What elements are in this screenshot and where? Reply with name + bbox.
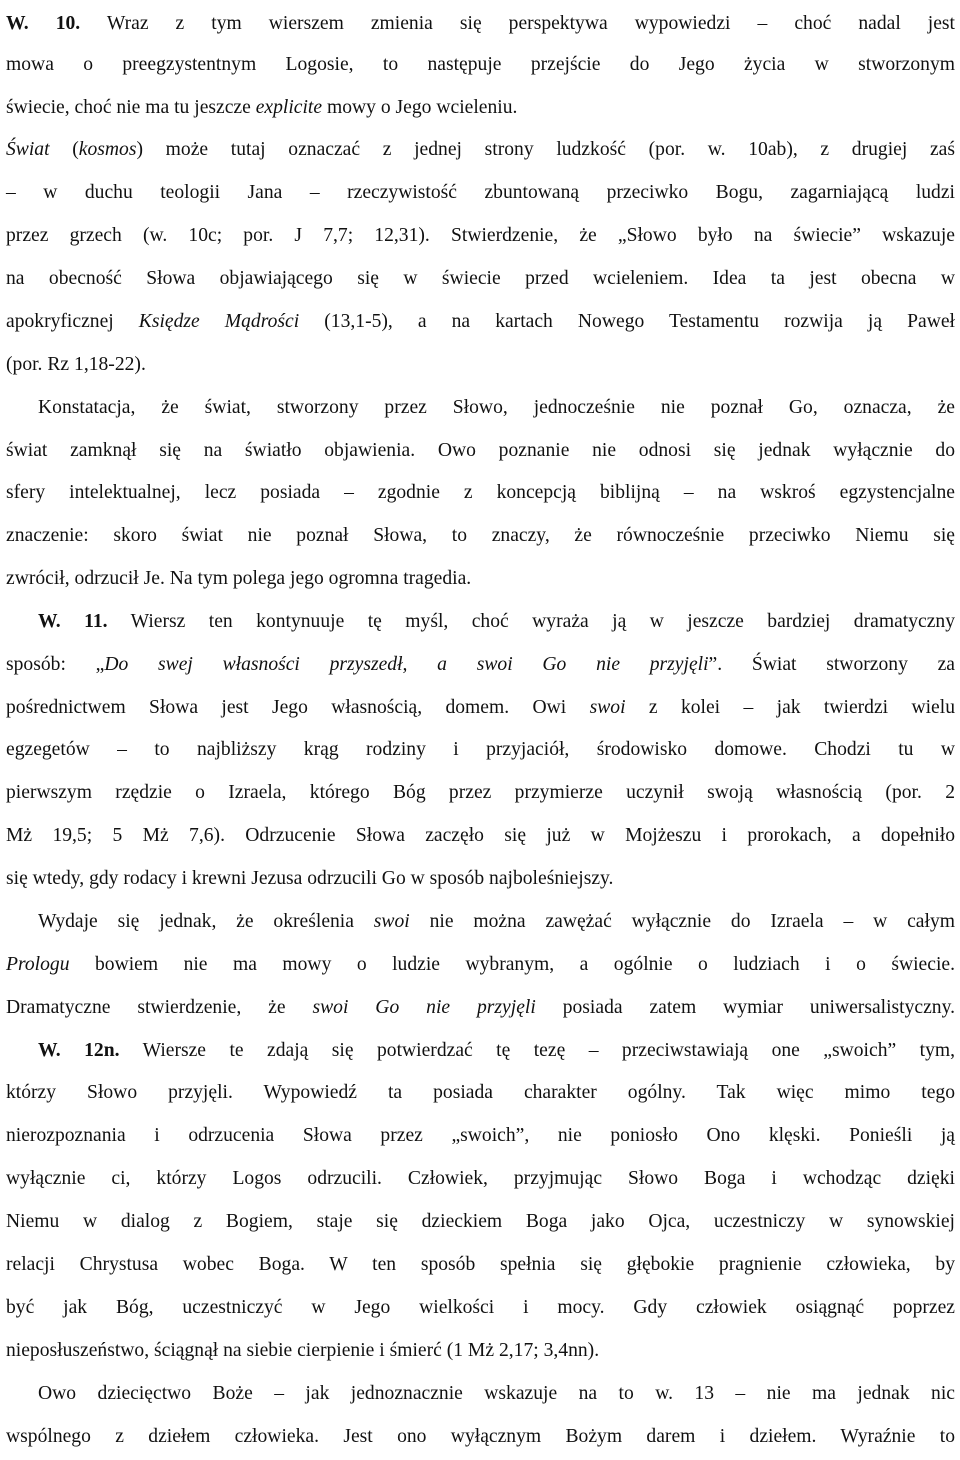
text-span: sposób: „ [6, 654, 105, 675]
text-line [6, 1071, 955, 1115]
text-span: przez grzech (w. 10c; por. J 7,7; 12,31). Stwierdzenie, że „Słowo było na świecie” wskazuje [6, 225, 955, 246]
text-span: Owo dziecięctwo Boże – jak jednoznacznie wskazuje na to w. 13 – nie ma jednak nic [38, 1383, 955, 1404]
verse-label: W. 12n. [38, 1040, 120, 1061]
text-span: posiada zatem wymiar uniwersalistyczny. [535, 997, 956, 1018]
text-line [6, 257, 955, 301]
text-span: z kolei – jak twierdzi wielu [625, 697, 955, 718]
text-span: (por. Rz 1,18-22). [6, 354, 146, 375]
text-line [6, 771, 955, 815]
text-line [6, 1114, 955, 1158]
verse-label: W. 11. [38, 611, 108, 632]
text-line [38, 1372, 955, 1416]
text-span: znaczenie: skoro świat nie poznał Słowa, to znaczy, że równocześnie przeciwko Niemu się [6, 525, 955, 546]
italic-text: Świat [6, 139, 50, 160]
text-line [6, 1243, 955, 1287]
italic-text: explicite [255, 97, 323, 118]
text-line [6, 429, 955, 473]
text-span: egzegetów – to najbliższy krąg rodziny i przyjaciół, środowisko domowe. Chodzi tu w [6, 739, 955, 760]
text-span: – w duchu teologii Jana – rzeczywistość zbuntowaną przeciwko Bogu, zagarniającą ludzi [6, 182, 955, 203]
text-span: zwrócił, odrzucił Je. Na tym polega jego ogromna tragedia. [6, 568, 472, 589]
text-span: (13,1-5), a na kartach Nowego Testamentu rozwija ją Paweł [299, 311, 956, 332]
italic-text: swoi [589, 697, 626, 718]
verse-label: W. 10. [6, 13, 81, 34]
text-line [6, 986, 955, 1030]
text-span: Wraz z tym wierszem zmienia się perspektywa wypowiedzi – choć nadal jest [80, 13, 955, 34]
text-span: ”. Świat stworzony za [708, 654, 955, 675]
text-span: być jak Bóg, uczestniczyć w Jego wielkości i mocy. Gdy człowiek osiągnąć poprzez [6, 1297, 955, 1318]
text-span: relacji Chrystusa wobec Boga. W ten sposób spełnia się głębokie pragnienie człowieka, by [6, 1254, 955, 1275]
text-span: Niemu w dialog z Bogiem, staje się dzieckiem Boga jako Ojca, uczestniczy w synowskiej [6, 1211, 955, 1232]
text-span: mowy o Jego wcieleniu. [322, 97, 518, 118]
italic-text: Księdze Mądrości [138, 311, 300, 332]
text-line [6, 557, 955, 601]
text-span: pierwszym rzędzie o Izraela, którego Bóg przez przymierze uczynił swoją własnością (por. 2 [6, 782, 955, 803]
text-line [6, 686, 955, 730]
text-span: na obecność Słowa objawiającego się w świecie przed wcieleniem. Idea ta jest obecna w [6, 268, 955, 289]
text-line [38, 600, 955, 644]
text-span: ) może tutaj oznaczać z jednej strony ludzkość (por. w. 10ab), z drugiej zaś [136, 139, 955, 160]
text-line [6, 943, 955, 987]
text-span: mowa o preegzystentnym Logosie, to następuje przejście do Jego życia w stworzonym [6, 54, 955, 75]
italic-text: Do swej własności przyszedł, a swoi Go nie przyjęli [104, 654, 709, 675]
text-line [6, 214, 955, 258]
text-line [38, 900, 955, 944]
text-span: się wtedy, gdy rodacy i krewni Jezusa odrzucili Go w sposób najboleśniejszy. [6, 868, 614, 889]
text-span: sfery intelektualnej, lecz posiada – zgodnie z koncepcją biblijną – na wskroś egzystencjalne [6, 482, 955, 503]
text-span: bowiem nie ma mowy o ludzie wybranym, a ogólnie o ludziach i o świecie. [69, 954, 955, 975]
text-line [6, 643, 955, 687]
text-line [6, 471, 955, 515]
italic-text: swoi Go nie przyjęli [312, 997, 536, 1018]
text-span: Konstatacja, że świat, stworzony przez Słowo, jednocześnie nie poznał Go, oznacza, że [38, 397, 955, 418]
text-span: którzy Słowo przyjęli. Wypowiedź ta posiada charakter ogólny. Tak więc mimo tego [6, 1082, 955, 1103]
text-line [6, 857, 955, 901]
text-line [6, 86, 955, 130]
text-line [6, 43, 955, 87]
text-span: Wiersz ten kontynuuje tę myśl, choć wyraża ją w jeszcze bardziej dramatyczny [107, 611, 955, 632]
text-span: Wydaje się jednak, że określenia [38, 911, 374, 932]
italic-text: kosmos [78, 139, 137, 160]
text-span: wyłącznie ci, którzy Logos odrzucili. Człowiek, przyjmując Słowo Boga i wchodząc dzięki [6, 1168, 955, 1189]
text-line [6, 1157, 955, 1201]
text-line [6, 300, 955, 344]
text-span: ( [49, 139, 79, 160]
text-line [38, 386, 955, 430]
text-span: Wiersze te zdają się potwierdzać tę tezę – przeciwstawiają one „swoich” tym, [119, 1040, 956, 1061]
text-line [6, 1329, 955, 1373]
text-line [6, 128, 955, 172]
text-span: świecie, choć nie ma tu jeszcze [6, 97, 256, 118]
text-span: apokryficznej [6, 311, 139, 332]
text-line [6, 1415, 955, 1459]
text-span: nieposłuszeństwo, ściągnął na siebie cierpienie i śmierć (1 Mż 2,17; 3,4nn). [6, 1340, 600, 1361]
text-span: wspólnego z dziełem człowieka. Jest ono wyłącznym Bożym darem i dziełem. Wyraźnie to [6, 1426, 955, 1447]
italic-text: swoi [373, 911, 410, 932]
text-span: Mż 19,5; 5 Mż 7,6). Odrzucenie Słowa zaczęło się już w Mojżeszu i prorokach, a dopełniło [6, 825, 955, 846]
text-line [6, 2, 955, 46]
text-span: świat zamknął się na światło objawienia. Owo poznanie nie odnosi się jednak wyłącznie do [6, 440, 955, 461]
text-line [6, 343, 955, 387]
text-span: nie można zawężać wyłącznie do Izraela – w całym [409, 911, 955, 932]
text-line [6, 1286, 955, 1330]
text-line [38, 1029, 955, 1073]
text-span: Dramatyczne stwierdzenie, że [6, 997, 313, 1018]
italic-text: Prologu [6, 954, 70, 975]
text-line [6, 171, 955, 215]
text-line [6, 814, 955, 858]
text-line [6, 1200, 955, 1244]
text-line [6, 728, 955, 772]
text-span: nierozpoznania i odrzucenia Słowa przez „swoich”, nie poniosło Ono klęski. Ponieśli ją [6, 1125, 955, 1146]
text-line [6, 514, 955, 558]
text-span: pośrednictwem Słowa jest Jego własnością, domem. Owi [6, 697, 590, 718]
